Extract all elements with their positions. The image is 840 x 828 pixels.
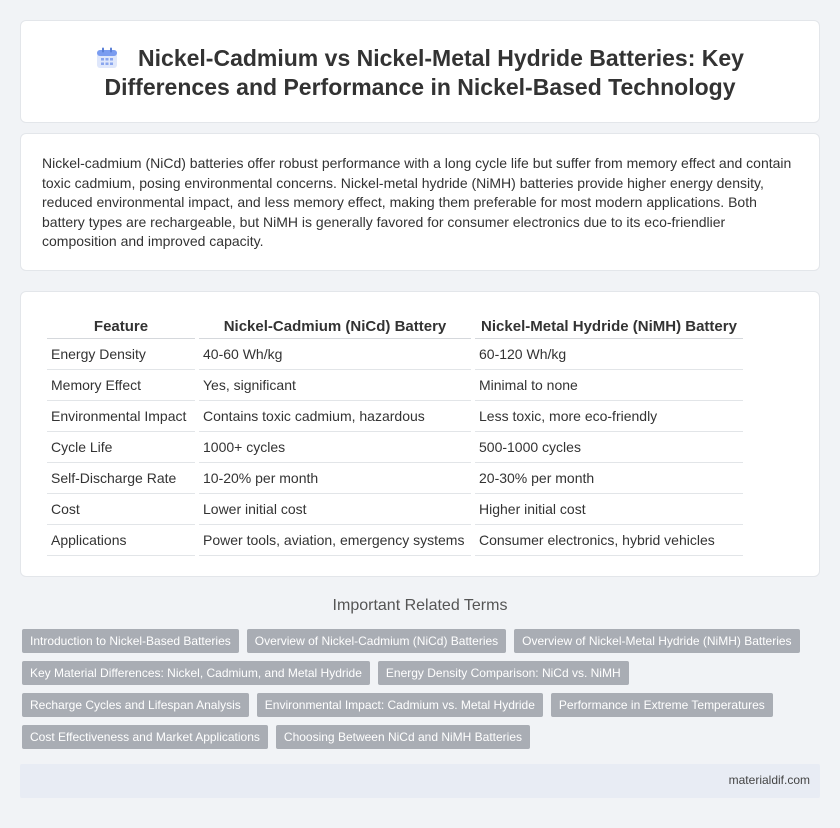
table-cell: Power tools, aviation, emergency systems xyxy=(199,525,471,556)
related-terms-title: Important Related Terms xyxy=(332,597,508,614)
table-cell: Environmental Impact xyxy=(47,401,195,432)
table-row xyxy=(47,401,743,432)
related-term-tag[interactable]: Key Material Differences: Nickel, Cadmium, and Metal Hydride xyxy=(22,661,370,685)
table-cell: 40-60 Wh/kg xyxy=(199,339,471,370)
table-cell: Applications xyxy=(47,525,195,556)
page-title-text: Nickel-Cadmium vs Nickel-Metal Hydride Batteries: Key Differences and Performance in Nickel-Based Technology xyxy=(104,45,744,100)
calendar-icon xyxy=(96,47,118,69)
page-title xyxy=(21,44,819,102)
table-cell: Minimal to none xyxy=(475,370,743,401)
column-header: Nickel-Metal Hydride (NiMH) Battery xyxy=(475,314,743,339)
table-cell: 500-1000 cycles xyxy=(475,432,743,463)
site-name[interactable]: materialdif.com xyxy=(728,773,810,787)
related-term-tag[interactable]: Overview of Nickel-Metal Hydride (NiMH) Batteries xyxy=(514,629,799,653)
related-terms-list xyxy=(22,629,812,749)
comparison-table xyxy=(43,314,747,556)
table-row xyxy=(47,494,743,525)
related-term-tag[interactable]: Recharge Cycles and Lifespan Analysis xyxy=(22,693,249,717)
header-card xyxy=(20,20,820,123)
table-cell: Contains toxic cadmium, hazardous xyxy=(199,401,471,432)
related-term-tag[interactable]: Energy Density Comparison: NiCd vs. NiMH xyxy=(378,661,629,685)
table-cell: Energy Density xyxy=(47,339,195,370)
table-cell: 20-30% per month xyxy=(475,463,743,494)
intro-paragraph: Nickel-cadmium (NiCd) batteries offer robust performance with a long cycle life but suffer from memory effect and contain toxic cadmium, posing environmental concerns. Nickel-metal hydride (NiMH) batteries provide higher energy density, reduced environmental impact, and less memory effect, making them preferable for most modern applications. Both battery types are rechargeable, but NiMH is generally favored for consumer electronics due to its eco-friendlier composition and improved capacity. xyxy=(42,155,792,249)
table-cell: Cycle Life xyxy=(47,432,195,463)
table-row xyxy=(47,432,743,463)
table-row xyxy=(47,339,743,370)
table-cell: Memory Effect xyxy=(47,370,195,401)
table-cell: Lower initial cost xyxy=(199,494,471,525)
table-cell: Yes, significant xyxy=(199,370,471,401)
related-term-tag[interactable]: Introduction to Nickel-Based Batteries xyxy=(22,629,239,653)
related-term-tag[interactable]: Performance in Extreme Temperatures xyxy=(551,693,773,717)
related-term-tag[interactable]: Choosing Between NiCd and NiMH Batteries xyxy=(276,725,530,749)
column-header: Nickel-Cadmium (NiCd) Battery xyxy=(199,314,471,339)
related-term-tag[interactable]: Cost Effectiveness and Market Applications xyxy=(22,725,268,749)
table-cell: Consumer electronics, hybrid vehicles xyxy=(475,525,743,556)
table-cell: Cost xyxy=(47,494,195,525)
table-row xyxy=(47,370,743,401)
table-cell: 60-120 Wh/kg xyxy=(475,339,743,370)
related-term-tag[interactable]: Environmental Impact: Cadmium vs. Metal Hydride xyxy=(257,693,543,717)
footer xyxy=(20,764,820,798)
related-term-tag[interactable]: Overview of Nickel-Cadmium (NiCd) Batteries xyxy=(247,629,506,653)
table-cell: Less toxic, more eco-friendly xyxy=(475,401,743,432)
table-cell: Self-Discharge Rate xyxy=(47,463,195,494)
table-row xyxy=(47,525,743,556)
table-cell: 1000+ cycles xyxy=(199,432,471,463)
table-cell: Higher initial cost xyxy=(475,494,743,525)
table-row xyxy=(47,463,743,494)
table-header-row xyxy=(47,314,743,339)
intro-card xyxy=(20,133,820,271)
column-header: Feature xyxy=(47,314,195,339)
table-cell: 10-20% per month xyxy=(199,463,471,494)
comparison-card xyxy=(20,291,820,577)
